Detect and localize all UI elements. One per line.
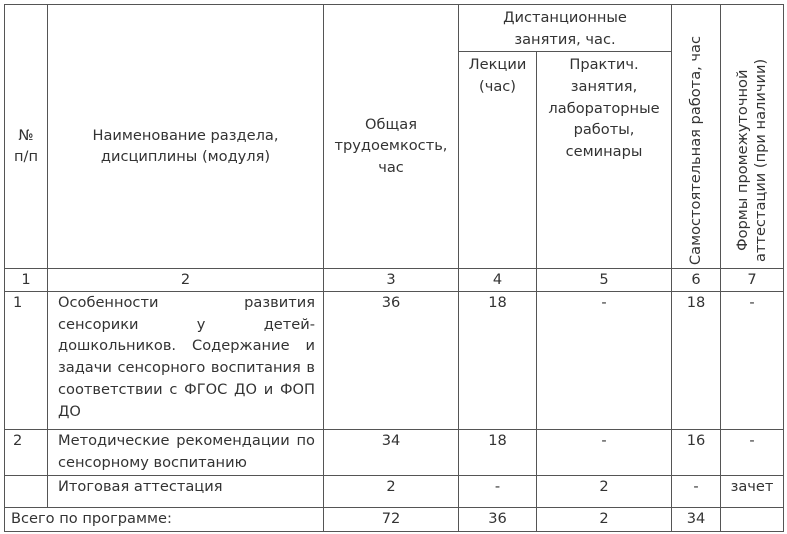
row-attestation: - (721, 429, 784, 475)
row-name: Итоговая аттестация (48, 475, 324, 507)
footer-label: Всего по программе: (5, 507, 324, 531)
row-total: 34 (324, 429, 459, 475)
row-attestation: - (721, 291, 784, 429)
row-lectures: 18 (459, 291, 537, 429)
row-total: 36 (324, 291, 459, 429)
header-lectures-label: Лекции (час) (468, 55, 527, 95)
row-practice: - (537, 291, 672, 429)
header-distance (459, 5, 672, 52)
row-attestation: зачет (721, 475, 784, 507)
header-self-work-label: Самостоятельная работа, час (686, 35, 704, 265)
header-self-work (672, 5, 721, 269)
row-lectures: 18 (459, 429, 537, 475)
curriculum-table (4, 4, 784, 532)
header-total (324, 5, 459, 269)
header-practice-label: Практич. занятия, лабораторные работы, семинары (548, 55, 660, 161)
curriculum-table-wrapper (4, 4, 784, 532)
header-lectures (459, 51, 537, 268)
row-practice: 2 (537, 475, 672, 507)
row-name: Особенности развития сенсорики у детей-дошкольников. Содержание и задачи сенсорного воспитания в соответствии с ФГОС ДО и ФОП ДО (48, 291, 324, 429)
numbering-cell: 6 (672, 268, 721, 291)
header-practice (537, 51, 672, 268)
header-num-label: № п/п (14, 126, 38, 166)
row-lectures: - (459, 475, 537, 507)
numbering-cell: 3 (324, 268, 459, 291)
footer-practice: 2 (537, 507, 672, 531)
table-row (5, 291, 784, 429)
header-total-label: Общая трудоемкость, час (334, 115, 448, 177)
table-row (5, 475, 784, 507)
row-total: 2 (324, 475, 459, 507)
numbering-row (5, 268, 784, 291)
header-name-label: Наименование раздела, дисциплины (модуля) (92, 126, 279, 166)
header-name (48, 5, 324, 269)
header-row-1 (5, 5, 784, 52)
numbering-cell: 4 (459, 268, 537, 291)
numbering-cell: 1 (5, 268, 48, 291)
numbering-cell: 2 (48, 268, 324, 291)
row-name: Методические рекомендации по сенсорному воспитанию (48, 429, 324, 475)
row-self-work: 18 (672, 291, 721, 429)
row-num: 2 (5, 429, 48, 475)
row-num (5, 475, 48, 507)
footer-lectures: 36 (459, 507, 537, 531)
row-num: 1 (5, 291, 48, 429)
row-self-work: 16 (672, 429, 721, 475)
footer-row (5, 507, 784, 531)
footer-total: 72 (324, 507, 459, 531)
header-attestation-forms (721, 5, 784, 269)
footer-self-work: 34 (672, 507, 721, 531)
footer-attestation (721, 507, 784, 531)
header-attestation-forms-label: Формы промежуточной аттестации (при наличии) (733, 58, 769, 262)
header-num (5, 5, 48, 269)
table-row (5, 429, 784, 475)
row-self-work: - (672, 475, 721, 507)
numbering-cell: 5 (537, 268, 672, 291)
row-practice: - (537, 429, 672, 475)
numbering-cell: 7 (721, 268, 784, 291)
header-distance-label: Дистанционные занятия, час. (503, 9, 627, 48)
